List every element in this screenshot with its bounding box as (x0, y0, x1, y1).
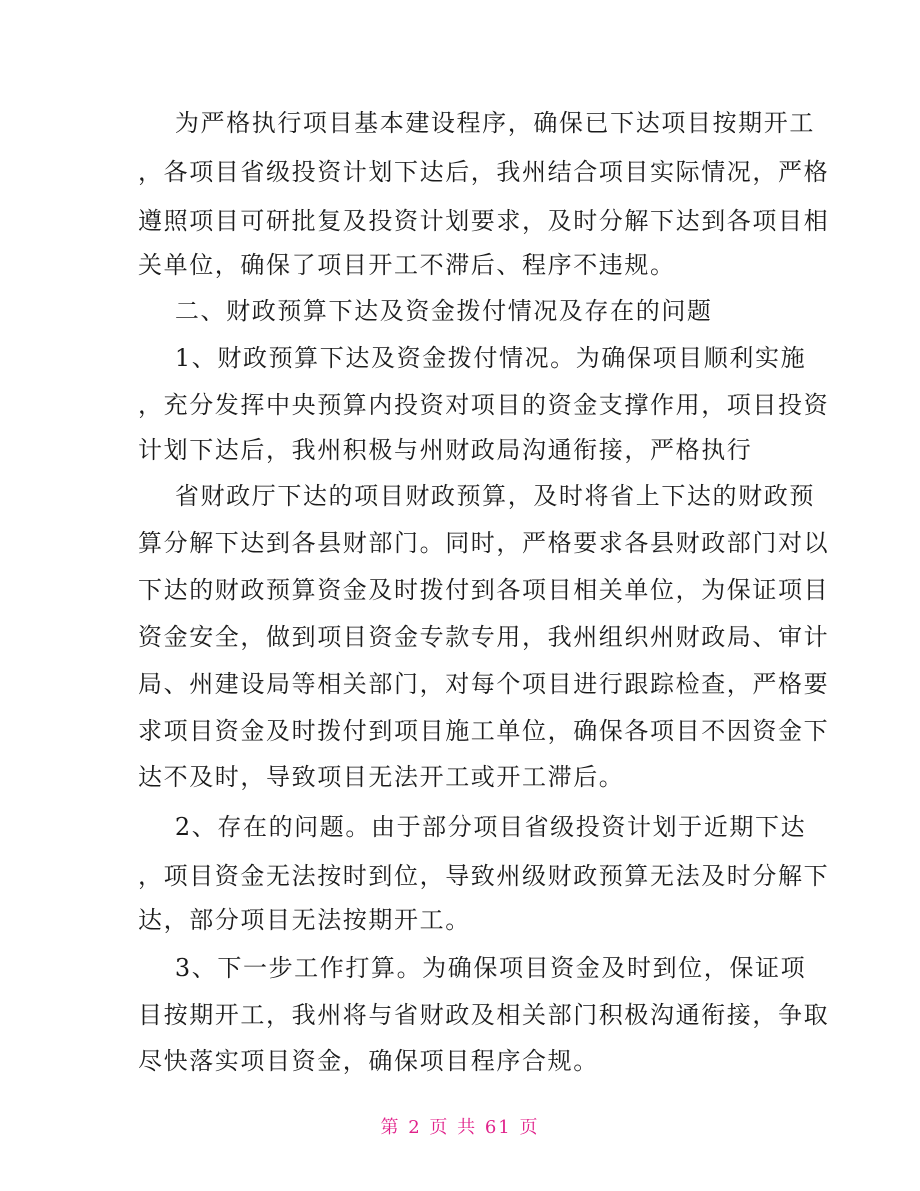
text-line: 尽快落实项目资金，确保项目程序合规。 (138, 1047, 599, 1075)
text-line: 为严格执行项目基本建设程序，确保已下达项目按期开工 (138, 109, 815, 137)
text-line: ，各项目省级投资计划下达后，我州结合项目实际情况，严格 (138, 158, 830, 186)
text-line: 算分解下达到各县财部门。同时，严格要求各县财政部门对以 (138, 529, 830, 557)
text-line: ，项目资金无法按时到位，导致州级财政预算无法及时分解下 (138, 862, 830, 890)
text-line: 下达的财政预算资金及时拨付到各项目相关单位，为保证项目 (138, 576, 830, 604)
text-line: 达不及时，导致项目无法开工或开工滞后。 (138, 763, 625, 791)
text-line: ，充分发挥中央预算内投资对项目的资金支撑作用，项目投资 (138, 391, 830, 419)
page-number-footer: 第 2 页 共 61 页 (380, 1117, 540, 1138)
text-line: 资金安全，做到项目资金专款专用，我州组织州财政局、审计 (138, 623, 830, 651)
text-line: 1、财政预算下达及资金拨付情况。为确保项目顺利实施 (138, 344, 807, 372)
text-line: 局、州建设局等相关部门，对每个项目进行跟踪检查，严格要 (138, 670, 830, 698)
text-line: 省财政厅下达的项目财政预算，及时将省上下达的财政预 (138, 482, 815, 510)
text-line: 目按期开工，我州将与省财政及相关部门积极沟通衔接，争取 (138, 1001, 830, 1029)
text-line: 达，部分项目无法按期开工。 (138, 906, 471, 934)
text-line: 3、下一步工作打算。为确保项目资金及时到位，保证项 (138, 954, 807, 982)
text-line: 2、存在的问题。由于部分项目省级投资计划于近期下达 (138, 813, 807, 841)
text-line: 二、财政预算下达及资金拨付情况及存在的问题 (138, 297, 713, 325)
text-line: 遵照项目可研批复及投资计划要求，及时分解下达到各项目相 (138, 207, 830, 235)
text-line: 求项目资金及时拨付到项目施工单位，确保各项目不因资金下 (138, 717, 830, 745)
text-line: 计划下达后，我州积极与州财政局沟通衔接，严格执行 (138, 436, 753, 464)
text-line: 关单位，确保了项目开工不滞后、程序不违规。 (138, 251, 676, 279)
